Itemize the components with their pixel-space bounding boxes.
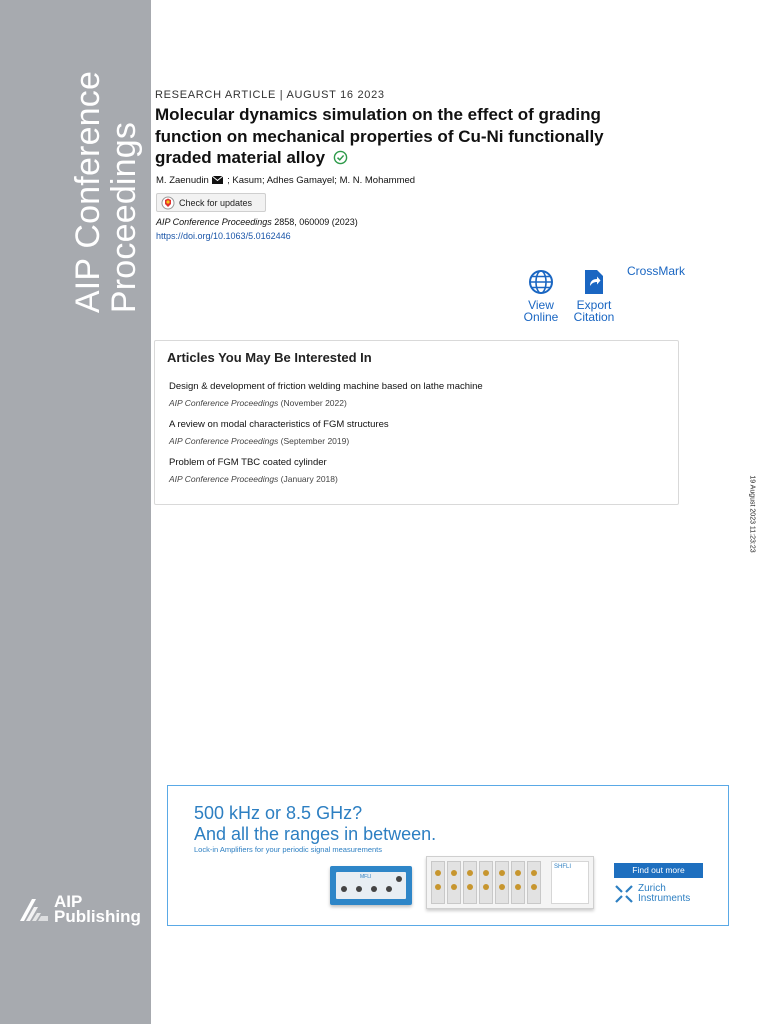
export-citation-button[interactable] [564,269,624,323]
check-for-updates-button[interactable] [156,193,266,212]
device-knob [341,886,347,892]
device-knob [356,886,362,892]
ad-subtext: Lock-in Amplifiers for your periodic signal measurements [194,845,382,854]
export-icon [583,269,605,295]
author-rest: ; Kasum; Adhes Gamayel; M. N. Mohammed [227,175,416,186]
view-online-line1: View [528,298,554,312]
device-front-panel [336,872,406,899]
related-article-source [169,474,338,484]
instrument-slot [463,861,477,904]
aip-publishing-logo-icon [18,895,50,923]
related-article-item[interactable] [169,457,338,484]
connector [531,884,537,890]
connector [451,870,457,876]
open-access-icon [333,150,348,165]
journal-sidebar [0,0,151,1024]
instrument-slot [495,861,509,904]
instrument-slot [447,861,461,904]
author-first[interactable]: M. Zaenudin [156,175,209,186]
related-article-date: (January 2018) [278,474,338,484]
connector [483,870,489,876]
view-online-button[interactable] [511,269,571,323]
view-online-line2: Online [523,309,559,324]
aip-publishing-logo[interactable] [18,894,141,924]
instrument-slot [511,861,525,904]
connector [515,884,521,890]
related-article-title[interactable]: Design & development of friction welding machine based on lathe machine [169,381,483,392]
ad-headline-line1: 500 kHz or 8.5 GHz? [194,803,363,823]
connector [467,870,473,876]
related-article-title[interactable]: A review on modal characteristics of FGM structures [169,419,389,430]
connector [467,884,473,890]
zurich-instruments-logo [614,884,690,904]
big-device-label: SHFLI [554,864,572,870]
brand-line2: Instruments [638,893,691,904]
zurich-instruments-logo-icon [614,884,634,904]
related-article-item[interactable] [169,381,483,408]
related-article-journal: AIP Conference Proceedings [169,398,279,408]
export-citation-line2: Citation [573,309,615,324]
rack-instrument-image [426,856,594,909]
connector [435,870,441,876]
article-title-text: Molecular dynamics simulation on the effect of grading function on mechanical properties of Cu-Ni functionally graded material alloy [155,105,604,167]
related-article-date: (November 2022) [278,398,347,408]
ad-headline-line2: And all the ranges in between. [194,824,437,844]
related-article-source [169,398,483,408]
check-updates-icon [161,196,175,210]
publisher-name-line2: Publishing [54,907,141,926]
citation [156,217,358,227]
related-article-title[interactable]: Problem of FGM TBC coated cylinder [169,457,327,468]
related-articles-panel [154,340,679,505]
related-article-journal: AIP Conference Proceedings [169,436,279,446]
device-knob [396,876,402,882]
small-device-label: MFLI [360,874,372,880]
connector [515,870,521,876]
instrument-slot [431,861,445,904]
export-citation-line1: Export [576,298,612,312]
connector [435,884,441,890]
instrument-slot [479,861,493,904]
journal-title-line2: Proceedings [105,121,143,314]
related-article-date: (September 2019) [278,436,350,446]
connector [483,884,489,890]
article-title [155,104,655,169]
mail-icon[interactable] [212,176,223,184]
related-article-item[interactable] [169,419,389,446]
journal-title-line1: AIP Conference [69,70,107,314]
advertisement-banner[interactable] [167,785,729,926]
doi-link[interactable]: https://doi.org/10.1063/5.0162446 [156,231,291,241]
instrument-front-panel [551,861,589,904]
article-meta: RESEARCH ARTICLE | AUGUST 16 2023 [155,89,385,101]
related-articles-heading: Articles You May Be Interested In [167,350,372,365]
globe-icon [528,269,554,295]
author-list [156,175,415,186]
lock-in-amplifier-image [330,866,412,905]
publisher-name-line1: AIP [54,892,83,911]
download-timestamp-text: 19 August 2023 11:23:23 [748,475,756,553]
device-knob [371,886,377,892]
citation-details: 2858, 060009 (2023) [271,217,358,227]
brand-line1: Zurich [638,883,666,894]
connector [499,870,505,876]
ad-headline [194,803,436,845]
citation-journal: AIP Conference Proceedings [156,217,272,227]
connector [451,884,457,890]
related-article-journal: AIP Conference Proceedings [169,474,279,484]
connector [531,870,537,876]
related-article-source [169,436,389,446]
device-knob [386,886,392,892]
find-out-more-button[interactable]: Find out more [614,863,703,878]
crossmark-link[interactable]: CrossMark [627,264,686,278]
connector [499,884,505,890]
check-for-updates-label: Check for updates [179,197,253,208]
instrument-slot [527,861,541,904]
